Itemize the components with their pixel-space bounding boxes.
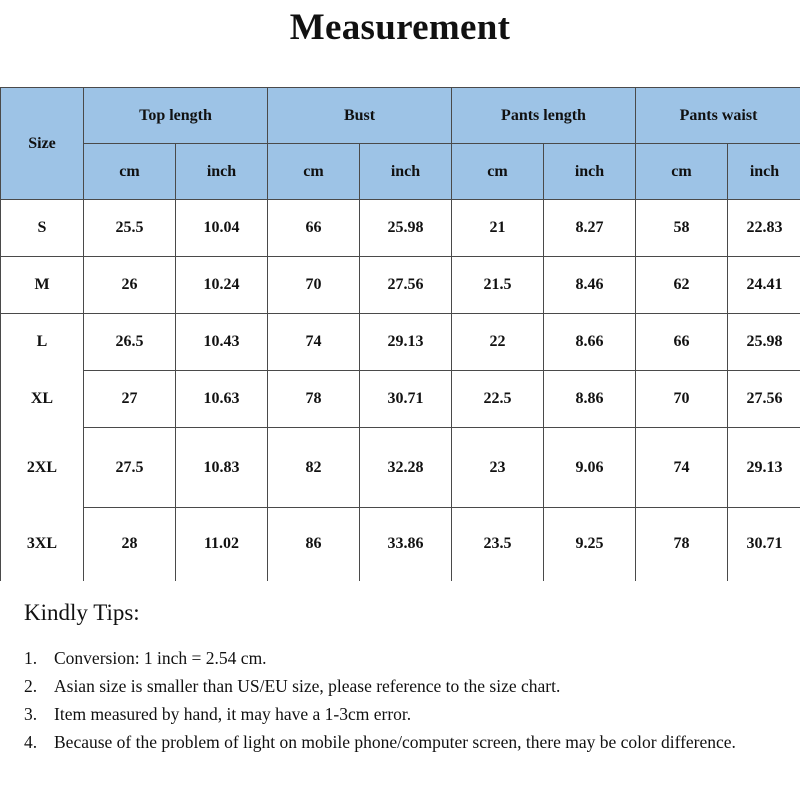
unit-header: inch	[360, 144, 452, 200]
table-cell: 8.27	[544, 200, 636, 257]
table-row	[1, 257, 800, 314]
unit-header: cm	[452, 144, 544, 200]
table-cell: 27.56	[360, 257, 452, 314]
table-cell: 22	[452, 314, 544, 371]
list-number: 3.	[24, 704, 38, 724]
table-cell: 27	[84, 371, 176, 428]
table-cell: 58	[636, 200, 728, 257]
table-cell: 70	[636, 371, 728, 428]
table-cell: 24.41	[728, 257, 800, 314]
table-cell: 30.71	[360, 371, 452, 428]
table-cell: 25.98	[360, 200, 452, 257]
list-text: Because of the problem of light on mobile phone/computer screen, there may be color difference.	[54, 732, 736, 752]
table-cell: 8.46	[544, 257, 636, 314]
table-cell: 10.83	[176, 428, 268, 508]
table-cell: 82	[268, 428, 360, 508]
table-cell: 32.28	[360, 428, 452, 508]
table-cell: 23.5	[452, 508, 544, 581]
table-cell: 25.5	[84, 200, 176, 257]
table-cell: 78	[636, 508, 728, 581]
table-cell: 10.43	[176, 314, 268, 371]
size-label: 2XL	[1, 428, 84, 508]
table-cell: 11.02	[176, 508, 268, 581]
table-cell: 70	[268, 257, 360, 314]
kindly-tips-section	[24, 600, 784, 756]
table-cell: 74	[268, 314, 360, 371]
table-cell: 21.5	[452, 257, 544, 314]
unit-header: cm	[636, 144, 728, 200]
size-column-header: Size	[1, 88, 84, 200]
table-cell: 9.25	[544, 508, 636, 581]
table-cell: 10.63	[176, 371, 268, 428]
table-cell: 66	[268, 200, 360, 257]
table-cell: 25.98	[728, 314, 800, 371]
list-text: Conversion: 1 inch = 2.54 cm.	[54, 648, 267, 668]
table-cell: 27.5	[84, 428, 176, 508]
list-number: 1.	[24, 648, 38, 668]
size-label: XL	[1, 371, 84, 428]
group-header-pants-waist: Pants waist	[636, 88, 800, 144]
list-number: 4.	[24, 732, 38, 752]
unit-header: cm	[84, 144, 176, 200]
unit-header: inch	[544, 144, 636, 200]
page-title: Measurement	[289, 7, 511, 48]
table-unit-row	[1, 144, 800, 200]
group-header-bust: Bust	[268, 88, 452, 144]
list-text: Asian size is smaller than US/EU size, please reference to the size chart.	[54, 676, 561, 696]
table-row	[1, 508, 800, 581]
list-item	[24, 672, 784, 700]
tips-list	[24, 644, 784, 756]
table-cell: 74	[636, 428, 728, 508]
table-cell: 29.13	[728, 428, 800, 508]
table-cell: 33.86	[360, 508, 452, 581]
list-text: Item measured by hand, it may have a 1-3cm error.	[54, 704, 412, 724]
table-cell: 28	[84, 508, 176, 581]
table-cell: 26	[84, 257, 176, 314]
unit-header: inch	[176, 144, 268, 200]
table-header-row	[1, 88, 800, 144]
table-cell: 78	[268, 371, 360, 428]
table-cell: 10.24	[176, 257, 268, 314]
table-row	[1, 371, 800, 428]
table-cell: 62	[636, 257, 728, 314]
table-row	[1, 428, 800, 508]
table-cell: 66	[636, 314, 728, 371]
table-cell: 26.5	[84, 314, 176, 371]
size-label: M	[1, 257, 84, 314]
table-row	[1, 200, 800, 257]
group-header-top-length: Top length	[84, 88, 268, 144]
table-cell: 9.06	[544, 428, 636, 508]
table-cell: 30.71	[728, 508, 800, 581]
unit-header: cm	[268, 144, 360, 200]
size-label: S	[1, 200, 84, 257]
table-cell: 27.56	[728, 371, 800, 428]
group-header-pants-length: Pants length	[452, 88, 636, 144]
size-label: L	[1, 314, 84, 371]
list-item	[24, 700, 784, 728]
table-cell: 29.13	[360, 314, 452, 371]
table-cell: 22.5	[452, 371, 544, 428]
size-chart-table	[0, 87, 800, 581]
list-item	[24, 728, 784, 756]
list-number: 2.	[24, 676, 38, 696]
table-cell: 10.04	[176, 200, 268, 257]
table-row	[1, 314, 800, 371]
tips-title: Kindly Tips:	[24, 600, 140, 625]
table-cell: 21	[452, 200, 544, 257]
list-item	[24, 644, 784, 672]
table-cell: 8.66	[544, 314, 636, 371]
table-cell: 22.83	[728, 200, 800, 257]
table-cell: 23	[452, 428, 544, 508]
table-cell: 8.86	[544, 371, 636, 428]
table-cell: 86	[268, 508, 360, 581]
size-label: 3XL	[1, 508, 84, 581]
unit-header: inch	[728, 144, 800, 200]
